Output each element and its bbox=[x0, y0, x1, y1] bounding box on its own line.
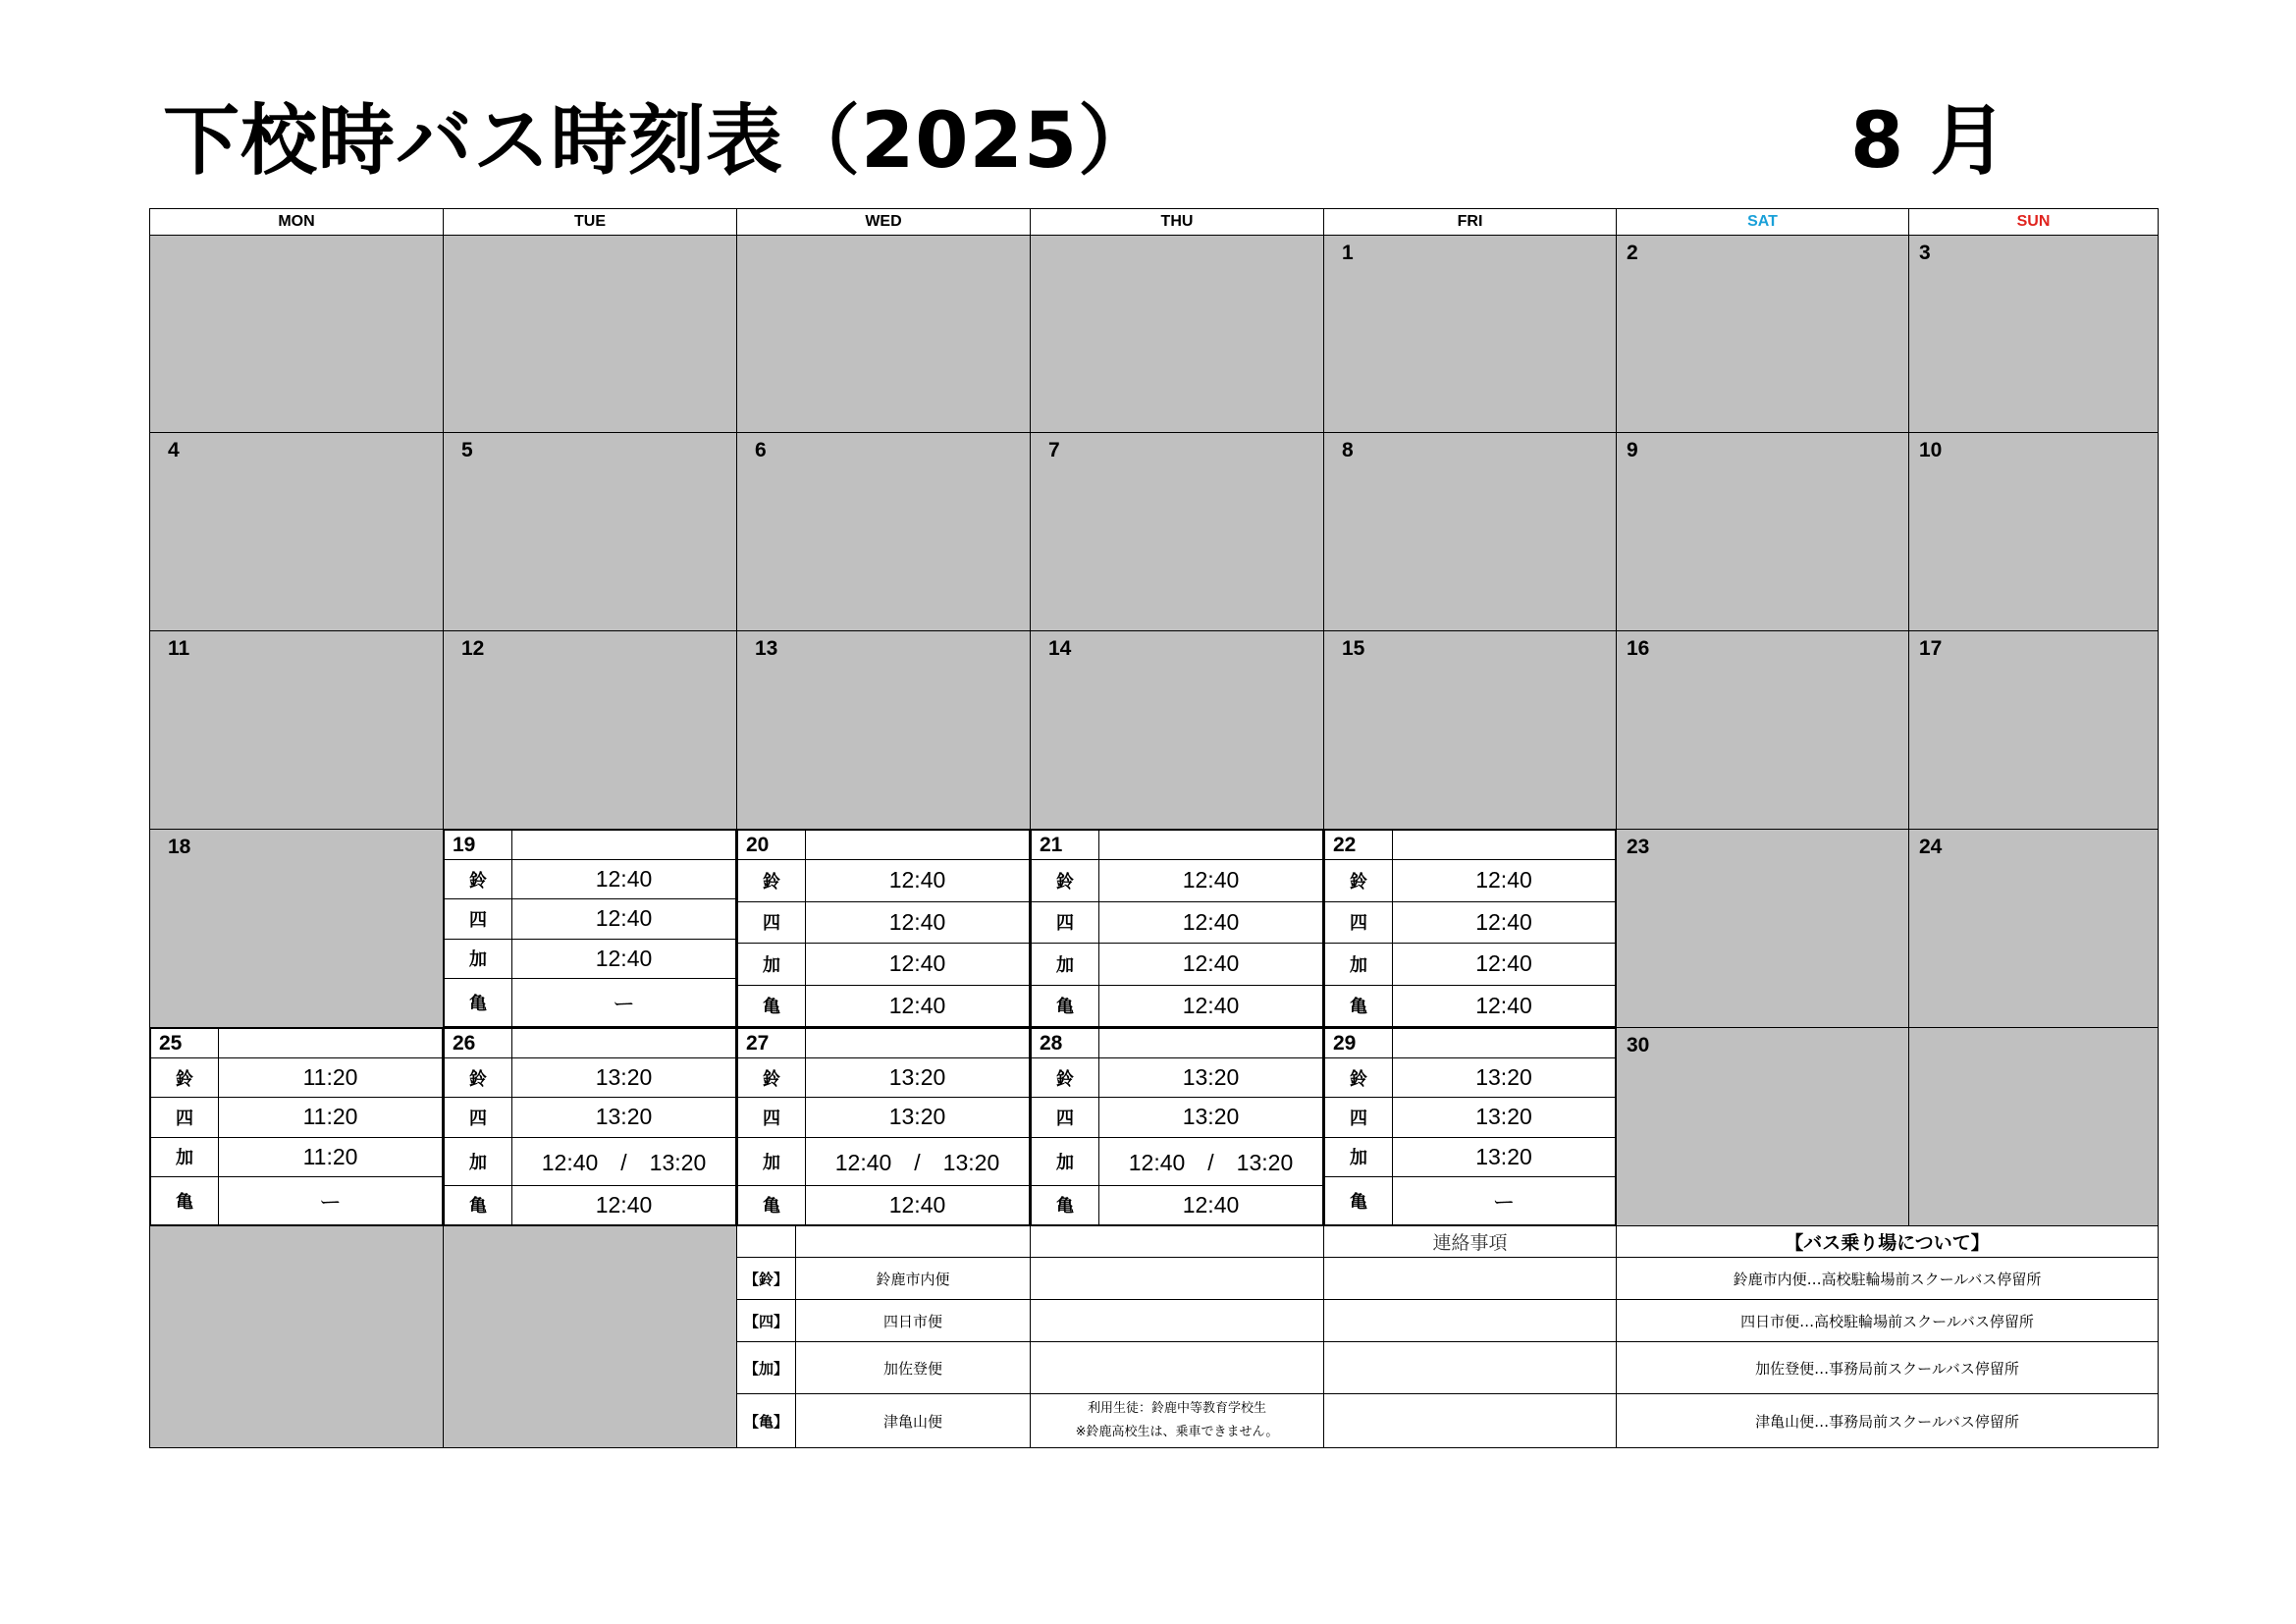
departure-time: 13:20 bbox=[1099, 1098, 1323, 1137]
date-cell bbox=[149, 630, 444, 830]
departure-time: 13:20 bbox=[512, 1098, 736, 1137]
route-key: 加 bbox=[1032, 944, 1099, 986]
route-row bbox=[738, 1058, 1030, 1098]
date-cell bbox=[1616, 235, 1909, 433]
legend-name: 鈴鹿市内便 bbox=[795, 1257, 1031, 1300]
note-students: 利用生徒：鈴鹿中等教育学校生 bbox=[1087, 1401, 1266, 1416]
date-row bbox=[445, 1029, 736, 1058]
busstop-cell: 津亀山便…事務局前スクールバス停留所 bbox=[1616, 1393, 2159, 1448]
date-number: 22 bbox=[1325, 831, 1393, 860]
busstop-cell: 加佐登便…事務局前スクールバス停留所 bbox=[1616, 1341, 2159, 1394]
note-restriction: ※鈴鹿高校生は、乗車できません。 bbox=[1075, 1425, 1279, 1439]
date-number: 3 bbox=[1919, 242, 1931, 264]
schedule-day bbox=[1323, 829, 1617, 1028]
departure-time: 13:20 bbox=[1393, 1137, 1616, 1176]
weekday-thu: THU bbox=[1030, 208, 1324, 236]
date-row bbox=[1032, 831, 1323, 860]
date-number: 28 bbox=[1032, 1029, 1099, 1058]
route-key: 加 bbox=[738, 1137, 806, 1185]
weekday-wed: WED bbox=[736, 208, 1031, 236]
date-number: 18 bbox=[168, 836, 191, 858]
date-number: 30 bbox=[1627, 1034, 1650, 1056]
departure-time: 11:20 bbox=[219, 1058, 443, 1098]
calendar-grid bbox=[149, 208, 2158, 1447]
weekday-sun: SUN bbox=[1908, 208, 2159, 236]
route-row bbox=[445, 978, 736, 1026]
route-key: 鈴 bbox=[738, 860, 806, 902]
route-key: 亀 bbox=[445, 1185, 512, 1224]
departure-time: 13:20 bbox=[1393, 1058, 1616, 1098]
date-number: 15 bbox=[1342, 637, 1365, 660]
route-row bbox=[738, 860, 1030, 902]
schedule-day bbox=[149, 1027, 444, 1226]
route-row bbox=[1032, 1137, 1323, 1185]
route-row bbox=[1032, 1185, 1323, 1224]
date-blank bbox=[806, 1029, 1030, 1058]
route-row bbox=[1032, 860, 1323, 902]
route-key: 四 bbox=[1032, 901, 1099, 944]
date-number: 14 bbox=[1048, 637, 1072, 660]
route-row bbox=[738, 1185, 1030, 1224]
date-cell bbox=[149, 235, 444, 433]
notes-cell bbox=[1030, 1393, 1324, 1448]
route-key: 加 bbox=[1325, 1137, 1393, 1176]
departure-time: 12:40 bbox=[806, 1185, 1030, 1224]
route-key: 四 bbox=[738, 901, 806, 944]
date-number: 20 bbox=[738, 831, 806, 860]
date-number: 10 bbox=[1919, 439, 1943, 461]
date-cell bbox=[736, 432, 1031, 631]
legend-key bbox=[736, 1225, 796, 1258]
schedule-day bbox=[736, 829, 1031, 1028]
month-label: 8 月 bbox=[1850, 97, 2007, 186]
route-row bbox=[738, 985, 1030, 1027]
schedule-day bbox=[1030, 829, 1324, 1028]
contact-label: 連絡事項 bbox=[1323, 1225, 1617, 1258]
date-cell bbox=[736, 235, 1031, 433]
legend-key: 【鈴】 bbox=[736, 1257, 796, 1300]
date-cell bbox=[443, 432, 737, 631]
route-key: 亀 bbox=[1325, 985, 1393, 1027]
route-key: 加 bbox=[1325, 944, 1393, 986]
route-key: 鈴 bbox=[151, 1058, 219, 1098]
route-row bbox=[738, 901, 1030, 944]
schedule-table bbox=[737, 830, 1030, 1027]
route-row bbox=[738, 1137, 1030, 1185]
schedule-day bbox=[443, 829, 737, 1028]
busstop-title: 【バス乗り場について】 bbox=[1616, 1225, 2159, 1258]
departure-time: ー bbox=[512, 978, 736, 1026]
route-key: 四 bbox=[1032, 1098, 1099, 1137]
date-cell bbox=[1908, 630, 2159, 830]
footer-blank bbox=[443, 1225, 737, 1448]
date-number: 11 bbox=[168, 637, 190, 660]
weekday-sat: SAT bbox=[1616, 208, 1909, 236]
date-cell bbox=[149, 829, 444, 1028]
route-row bbox=[445, 860, 736, 899]
contact-cell bbox=[1323, 1341, 1617, 1394]
date-row bbox=[738, 1029, 1030, 1058]
route-row bbox=[1325, 1137, 1616, 1176]
legend-name: 加佐登便 bbox=[795, 1341, 1031, 1394]
route-key: 加 bbox=[445, 1137, 512, 1185]
route-key: 加 bbox=[738, 944, 806, 986]
route-key: 四 bbox=[738, 1098, 806, 1137]
page-title: 下校時バス時刻表（2025） bbox=[163, 97, 1156, 186]
date-row bbox=[445, 831, 736, 860]
date-number: 13 bbox=[755, 637, 778, 660]
departure-time: ー bbox=[219, 1176, 443, 1224]
legend-name bbox=[795, 1225, 1031, 1258]
route-key: 鈴 bbox=[1032, 860, 1099, 902]
weekday-fri: FRI bbox=[1323, 208, 1617, 236]
date-cell bbox=[1030, 432, 1324, 631]
contact-cell bbox=[1323, 1299, 1617, 1342]
departure-time: 12:40 bbox=[512, 939, 736, 978]
schedule-day bbox=[1323, 1027, 1617, 1226]
route-key: 四 bbox=[151, 1098, 219, 1137]
route-row bbox=[445, 1098, 736, 1137]
route-key: 四 bbox=[1325, 1098, 1393, 1137]
route-key: 加 bbox=[151, 1137, 219, 1176]
schedule-table bbox=[150, 1028, 443, 1225]
route-key: 亀 bbox=[1032, 985, 1099, 1027]
route-key: 鈴 bbox=[445, 1058, 512, 1098]
date-cell bbox=[1616, 432, 1909, 631]
date-cell bbox=[736, 630, 1031, 830]
departure-time: 12:40 bbox=[512, 1185, 736, 1224]
notes-cell bbox=[1030, 1225, 1324, 1258]
departure-time: 13:20 bbox=[1099, 1058, 1323, 1098]
route-key: 四 bbox=[445, 1098, 512, 1137]
date-number: 26 bbox=[445, 1029, 512, 1058]
route-key: 加 bbox=[1032, 1137, 1099, 1185]
date-number: 2 bbox=[1627, 242, 1638, 264]
weekday-mon: MON bbox=[149, 208, 444, 236]
route-row bbox=[1325, 1176, 1616, 1224]
departure-time: 11:20 bbox=[219, 1098, 443, 1137]
departure-time: 12:40 bbox=[1099, 985, 1323, 1027]
schedule-table bbox=[1324, 830, 1616, 1027]
departure-time: 12:40 bbox=[806, 901, 1030, 944]
route-row bbox=[445, 1137, 736, 1185]
date-number: 19 bbox=[445, 831, 512, 860]
departure-time: 12:40 bbox=[512, 860, 736, 899]
route-key: 亀 bbox=[445, 978, 512, 1026]
date-number: 24 bbox=[1919, 836, 1943, 858]
weekday-tue: TUE bbox=[443, 208, 737, 236]
notes-cell bbox=[1030, 1341, 1324, 1394]
date-number: 17 bbox=[1919, 637, 1943, 660]
route-key: 鈴 bbox=[445, 860, 512, 899]
route-row bbox=[151, 1137, 443, 1176]
date-cell bbox=[1030, 630, 1324, 830]
date-number: 1 bbox=[1342, 242, 1354, 264]
date-blank bbox=[1099, 1029, 1323, 1058]
route-key: 加 bbox=[445, 939, 512, 978]
departure-time: 13:20 bbox=[806, 1098, 1030, 1137]
date-row bbox=[738, 831, 1030, 860]
route-row bbox=[151, 1058, 443, 1098]
schedule-day bbox=[736, 1027, 1031, 1226]
departure-time: 13:20 bbox=[512, 1058, 736, 1098]
departure-time: 12:40 / 13:20 bbox=[806, 1137, 1030, 1185]
departure-time: 12:40 / 13:20 bbox=[1099, 1137, 1323, 1185]
departure-time: 12:40 bbox=[1099, 901, 1323, 944]
date-blank bbox=[512, 831, 736, 860]
route-key: 鈴 bbox=[1325, 1058, 1393, 1098]
route-key: 亀 bbox=[738, 985, 806, 1027]
legend-key: 【四】 bbox=[736, 1299, 796, 1342]
date-cell bbox=[443, 235, 737, 433]
schedule-table bbox=[737, 1028, 1030, 1225]
date-number: 6 bbox=[755, 439, 767, 461]
departure-time: 12:40 bbox=[806, 985, 1030, 1027]
date-number: 25 bbox=[151, 1029, 219, 1058]
notes-cell bbox=[1030, 1257, 1324, 1300]
date-row bbox=[1325, 1029, 1616, 1058]
departure-time: 12:40 / 13:20 bbox=[512, 1137, 736, 1185]
date-cell bbox=[1908, 829, 2159, 1028]
contact-cell bbox=[1323, 1393, 1617, 1448]
route-key: 亀 bbox=[151, 1176, 219, 1224]
departure-time: 12:40 bbox=[806, 944, 1030, 986]
route-row bbox=[151, 1176, 443, 1224]
route-row bbox=[445, 899, 736, 939]
route-key: 亀 bbox=[1325, 1176, 1393, 1224]
date-blank bbox=[1393, 831, 1616, 860]
legend-key: 【加】 bbox=[736, 1341, 796, 1394]
schedule-day bbox=[443, 1027, 737, 1226]
date-number: 23 bbox=[1627, 836, 1650, 858]
date-number: 29 bbox=[1325, 1029, 1393, 1058]
schedule-table bbox=[444, 830, 736, 1027]
date-cell bbox=[1030, 235, 1324, 433]
schedule-table bbox=[444, 1028, 736, 1225]
route-key: 鈴 bbox=[1032, 1058, 1099, 1098]
departure-time: ー bbox=[1393, 1176, 1616, 1224]
date-blank bbox=[1393, 1029, 1616, 1058]
date-row bbox=[151, 1029, 443, 1058]
date-number: 12 bbox=[461, 637, 485, 660]
route-row bbox=[1325, 901, 1616, 944]
route-row bbox=[738, 944, 1030, 986]
departure-time: 12:40 bbox=[1099, 1185, 1323, 1224]
date-cell bbox=[1616, 630, 1909, 830]
date-number: 4 bbox=[168, 439, 180, 461]
date-row bbox=[1032, 1029, 1323, 1058]
route-key: 四 bbox=[445, 899, 512, 939]
date-number: 7 bbox=[1048, 439, 1060, 461]
footer-blank bbox=[149, 1225, 444, 1448]
route-row bbox=[1325, 985, 1616, 1027]
date-cell bbox=[1616, 1027, 1909, 1226]
date-cell bbox=[149, 432, 444, 631]
date-cell bbox=[1908, 1027, 2159, 1226]
date-number: 9 bbox=[1627, 439, 1638, 461]
route-row bbox=[445, 939, 736, 978]
date-cell bbox=[1323, 235, 1617, 433]
legend-key: 【亀】 bbox=[736, 1393, 796, 1448]
departure-time: 12:40 bbox=[1393, 985, 1616, 1027]
schedule-table bbox=[1031, 830, 1323, 1027]
route-key: 鈴 bbox=[738, 1058, 806, 1098]
date-cell bbox=[1908, 432, 2159, 631]
date-cell bbox=[443, 630, 737, 830]
date-blank bbox=[512, 1029, 736, 1058]
departure-time: 13:20 bbox=[1393, 1098, 1616, 1137]
busstop-cell: 四日市便…高校駐輪場前スクールバス停留所 bbox=[1616, 1299, 2159, 1342]
date-cell bbox=[1908, 235, 2159, 433]
date-cell bbox=[1616, 829, 1909, 1028]
date-cell bbox=[1323, 630, 1617, 830]
date-number: 5 bbox=[461, 439, 473, 461]
notes-cell bbox=[1030, 1299, 1324, 1342]
route-key: 亀 bbox=[738, 1185, 806, 1224]
departure-time: 12:40 bbox=[1393, 944, 1616, 986]
schedule-table bbox=[1324, 1028, 1616, 1225]
route-row bbox=[445, 1185, 736, 1224]
date-blank bbox=[1099, 831, 1323, 860]
departure-time: 12:40 bbox=[806, 860, 1030, 902]
route-row bbox=[1032, 985, 1323, 1027]
contact-cell bbox=[1323, 1257, 1617, 1300]
legend-name: 四日市便 bbox=[795, 1299, 1031, 1342]
departure-time: 11:20 bbox=[219, 1137, 443, 1176]
date-number: 16 bbox=[1627, 637, 1650, 660]
departure-time: 12:40 bbox=[1393, 860, 1616, 902]
date-blank bbox=[219, 1029, 443, 1058]
route-row bbox=[151, 1098, 443, 1137]
route-row bbox=[738, 1098, 1030, 1137]
date-blank bbox=[806, 831, 1030, 860]
departure-time: 12:40 bbox=[1099, 860, 1323, 902]
departure-time: 13:20 bbox=[806, 1058, 1030, 1098]
departure-time: 12:40 bbox=[1099, 944, 1323, 986]
route-row bbox=[1325, 1058, 1616, 1098]
date-number: 8 bbox=[1342, 439, 1354, 461]
route-row bbox=[1325, 860, 1616, 902]
legend-name: 津亀山便 bbox=[795, 1393, 1031, 1448]
route-row bbox=[1032, 1058, 1323, 1098]
busstop-cell: 鈴鹿市内便…高校駐輪場前スクールバス停留所 bbox=[1616, 1257, 2159, 1300]
departure-time: 12:40 bbox=[512, 899, 736, 939]
schedule-table bbox=[1031, 1028, 1323, 1225]
route-row bbox=[1032, 901, 1323, 944]
date-number: 21 bbox=[1032, 831, 1099, 860]
departure-time: 12:40 bbox=[1393, 901, 1616, 944]
date-row bbox=[1325, 831, 1616, 860]
route-key: 鈴 bbox=[1325, 860, 1393, 902]
route-row bbox=[1325, 944, 1616, 986]
route-key: 四 bbox=[1325, 901, 1393, 944]
route-row bbox=[1032, 944, 1323, 986]
route-row bbox=[445, 1058, 736, 1098]
route-row bbox=[1325, 1098, 1616, 1137]
route-row bbox=[1032, 1098, 1323, 1137]
schedule-day bbox=[1030, 1027, 1324, 1226]
route-key: 亀 bbox=[1032, 1185, 1099, 1224]
date-cell bbox=[1323, 432, 1617, 631]
date-number: 27 bbox=[738, 1029, 806, 1058]
